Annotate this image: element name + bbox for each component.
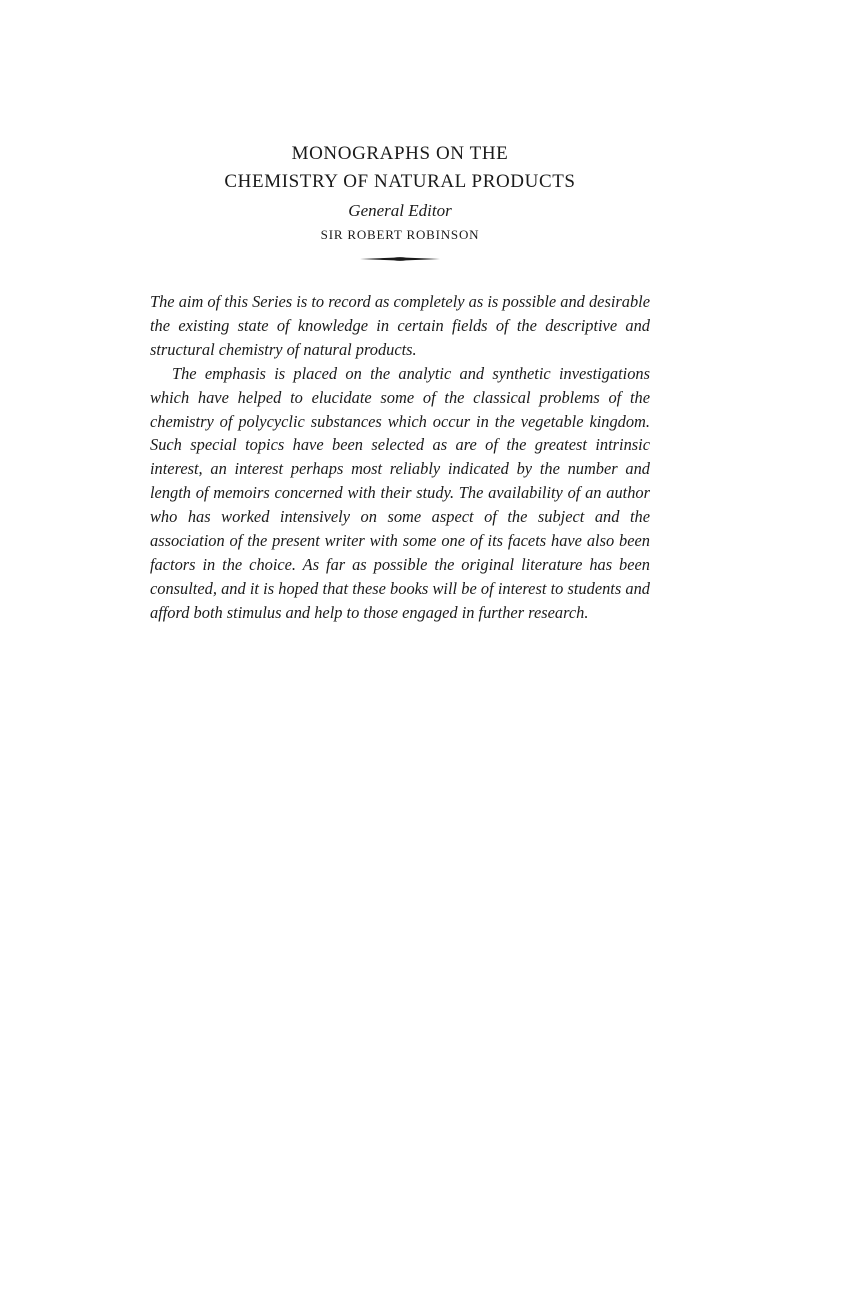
general-editor-name: SIR ROBERT ROBINSON	[320, 227, 480, 242]
series-title-line-2: CHEMISTRY OF NATURAL PRODUCTS	[224, 171, 576, 192]
description-paragraph-2: The emphasis is placed on the analytic and synthetic investigations which have helped to elucidate some of the classical problems of the chemistry of polycyclic substances which occur in the vegetable kingdom. Such special topics have been selected as are of the greatest intrinsic interest, an interest perhaps most reliably indicated by the number and length of memoirs concerned with their study. The availability of an author who has worked intensively on some aspect of the subject and the association of the present writer with some one of its facets have also been factors in the choice. As far as possible the original literature has been consulted, and it is hoped that these books will be of interest to students and afford both stimulus and help to those engaged in further research.	[150, 363, 650, 622]
series-title	[150, 140, 650, 196]
general-editor-label: General Editor	[348, 201, 452, 220]
tapered-rule-ornament-icon	[360, 256, 440, 262]
series-description	[150, 290, 650, 625]
series-title-line-1: MONOGRAPHS ON THE	[291, 143, 509, 164]
series-header	[150, 140, 650, 262]
description-paragraph-1: The aim of this Series is to record as completely as is possible and desirable the existing state of knowledge in certain fields of the descriptive and structural chemistry of natural products.	[150, 292, 650, 359]
